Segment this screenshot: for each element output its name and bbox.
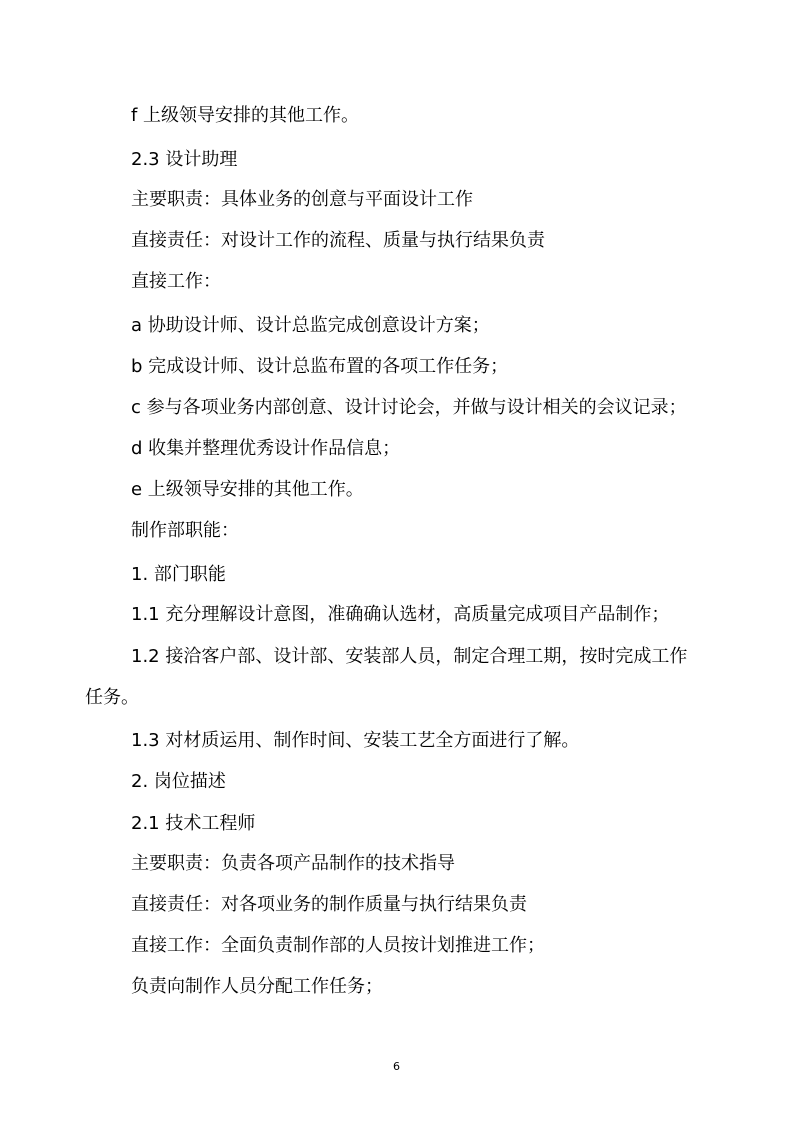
text-line: 1.3 对材质运用、制作时间、安装工艺全方面进行了解。 (131, 730, 580, 751)
text-line: 1.2 接洽客户部、设计部、安装部人员，制定合理工期，按时完成工作 (131, 646, 688, 667)
text-line: f 上级领导安排的其他工作。 (131, 105, 360, 126)
list-item: c 参与各项业务内部创意、设计讨论会，并做与设计相关的会议记录； (131, 397, 687, 418)
text-line: 直接责任：对设计工作的流程、质量与执行结果负责 (131, 230, 545, 251)
text-line: 1.1 充分理解设计意图，准确确认选材，高质量完成项目产品制作； (131, 604, 670, 625)
section-heading: 2. 岗位描述 (131, 771, 226, 792)
text-line: 直接责任：对各项业务的制作质量与执行结果负责 (131, 894, 527, 915)
list-item: a 协助设计师、设计总监完成创意设计方案； (131, 315, 490, 336)
text-line: 主要职责：负责各项产品制作的技术指导 (131, 853, 455, 874)
list-item: b 完成设计师、设计总监布置的各项工作任务； (131, 356, 509, 377)
section-heading: 1. 部门职能 (131, 564, 226, 585)
section-heading: 制作部职能： (131, 520, 239, 541)
section-heading: 2.3 设计助理 (131, 149, 238, 170)
list-item: d 收集并整理优秀设计作品信息； (131, 438, 401, 459)
text-line: 直接工作：全面负责制作部的人员按计划推进工作； (131, 935, 545, 956)
text-line: 直接工作： (131, 271, 221, 292)
text-line: 主要职责：具体业务的创意与平面设计工作 (131, 189, 473, 210)
page-number: 6 (393, 1060, 400, 1073)
text-line-continuation: 任务。 (85, 687, 139, 708)
text-line: 负责向制作人员分配工作任务； (131, 976, 383, 997)
list-item: e 上级领导安排的其他工作。 (131, 479, 364, 500)
section-heading: 2.1 技术工程师 (131, 813, 256, 834)
